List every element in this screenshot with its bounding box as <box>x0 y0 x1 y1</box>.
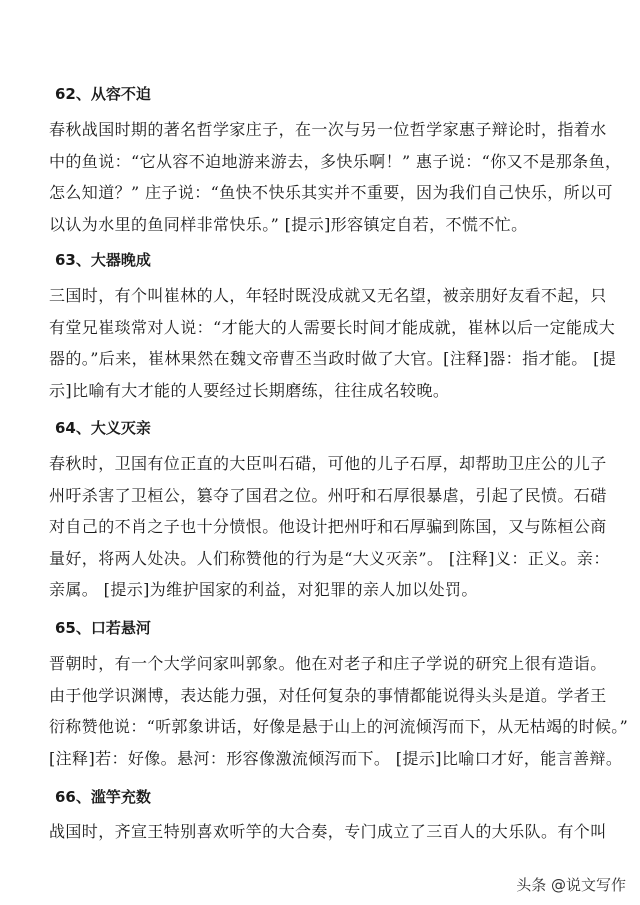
text-line: 亲属。 [提示]为维护国家的利益，对犯罪的亲人加以处罚。 <box>49 580 478 599</box>
text-line: 中的鱼说：“它从容不迫地游来游去，多快乐啊！” 惠子说：“你又不是那条鱼， <box>49 151 622 171</box>
section-body <box>49 114 622 240</box>
text-line: [注释]若：好像。悬河：形容像激流倾泻而下。 [提示]比喻口才好，能言善辩。 <box>49 748 623 768</box>
text-line: 州吁杀害了卫桓公，篡夺了国君之位。州吁和石厚很暴虐，引起了民愤。石碏 <box>49 485 607 505</box>
section-body <box>49 280 617 406</box>
text-line: 春秋战国时期的著名哲学家庄子，在一次与另一位哲学家惠子辩论时，指着水 <box>49 120 607 139</box>
text-line: 晋朝时，有一个大学问家叫郭象。他在对老子和庄子学说的研究上很有造诣。 <box>49 654 607 673</box>
section-heading: 63、大器晚成 <box>55 251 151 269</box>
text-line: 三国时，有个叫崔林的人，年轻时既没成就又无名望，被亲朋好友看不起，只 <box>49 286 607 305</box>
section-heading: 66、滥竽充数 <box>55 788 151 806</box>
text-line: 器的。”后来，崔林果然在魏文帝曹丕当政时做了大官。[注释]器：指才能。 [提 <box>49 349 617 368</box>
section-heading: 65、口若悬河 <box>55 619 151 637</box>
text-line: 由于他学识渊博，表达能力强，对任何复杂的事情都能说得头头是道。学者王 <box>49 685 607 705</box>
text-line: 量好，将两人处决。人们称赞他的行为是“大义灭亲”。 [注释]义：正义。亲： <box>49 548 610 568</box>
watermark: 头条 @说文写作 <box>516 876 626 894</box>
text-line: 示]比喻有大才能的人要经过长期磨练，往往成名较晚。 <box>49 380 450 400</box>
text-line: 对自己的不肖之子也十分愤恨。他设计把州吁和石厚骗到陈国，又与陈桓公商 <box>49 517 607 536</box>
section-heading: 64、大义灭亲 <box>55 419 151 437</box>
section-body <box>49 648 629 774</box>
section-body <box>49 448 609 606</box>
section-body <box>49 816 609 848</box>
text-line: 有堂兄崔琰常对人说：“才能大的人需要长时间才能成就，崔林以后一定能成大 <box>49 317 616 337</box>
text-line: 衍称赞他说：“听郭象讲话，好像是悬于山上的河流倾泻而下，从无枯竭的时候。” <box>49 717 629 736</box>
text-line: 怎么知道？” 庄子说：“鱼快不快乐其实并不重要，因为我们自己快乐，所以可 <box>49 183 613 202</box>
text-line: 春秋时，卫国有位正直的大臣叫石碏，可他的儿子石厚，却帮助卫庄公的儿子 <box>49 454 607 473</box>
text-line: 以认为水里的鱼同样非常快乐。” [提示]形容镇定自若，不慌不忙。 <box>49 214 528 234</box>
section-heading: 62、从容不迫 <box>55 85 151 103</box>
text-line: 战国时，齐宣王特别喜欢听竽的大合奏，专门成立了三百人的大乐队。有个叫 <box>49 822 607 841</box>
